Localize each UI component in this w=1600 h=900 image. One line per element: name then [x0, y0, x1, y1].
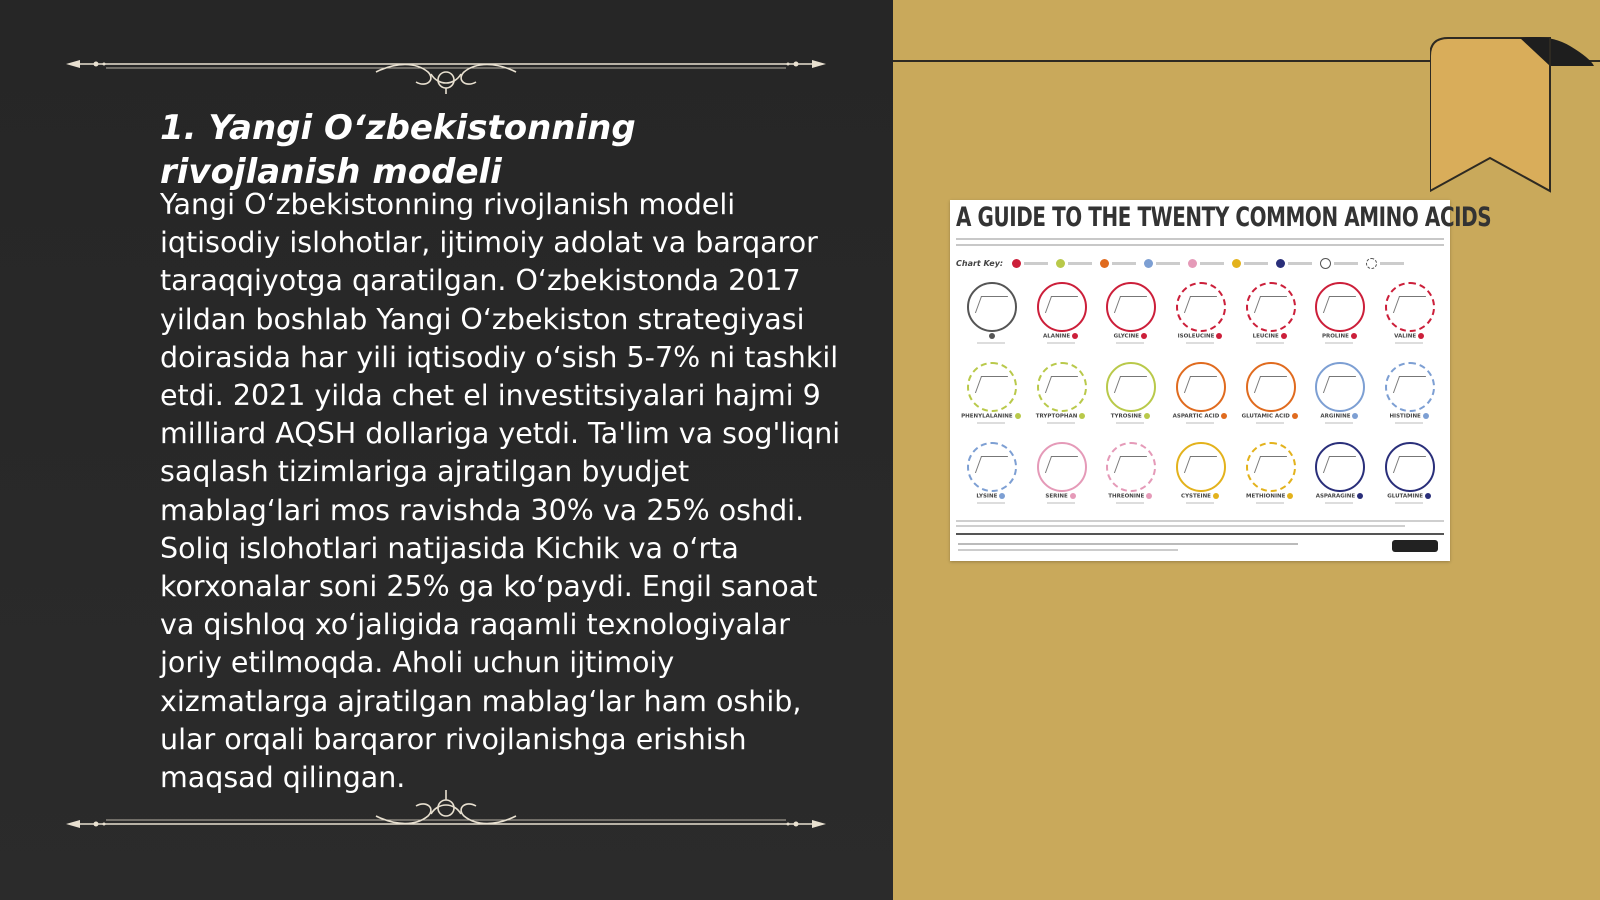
- amino-acid-subtext-line: [1186, 502, 1214, 504]
- chart-key-dot: [1144, 259, 1153, 268]
- amino-acid-name: [1305, 413, 1375, 420]
- molecule-structure-icon: [1044, 296, 1077, 313]
- amino-acid-cell: [1235, 358, 1305, 438]
- amino-acid-subtext-line: [1325, 342, 1353, 344]
- amino-acid-badge: [1281, 333, 1287, 339]
- amino-acid-name: [1305, 493, 1375, 500]
- amino-acid-name-text: THREONINE: [1108, 493, 1145, 500]
- amino-acid-cell: [1305, 438, 1375, 518]
- chart-key-bar: [1068, 262, 1092, 265]
- amino-acid-poster-image: [950, 200, 1492, 561]
- amino-acid-name: [1305, 333, 1375, 340]
- amino-acid-subtext-line: [1395, 342, 1423, 344]
- amino-acid-name: [1026, 413, 1096, 420]
- amino-acid-subtext-line: [1116, 422, 1144, 424]
- amino-acid-name-text: LEUCINE: [1252, 333, 1279, 340]
- amino-acid-subtext-line: [1047, 502, 1075, 504]
- molecule-structure-icon: [1254, 376, 1287, 393]
- chart-key-bar: [1156, 262, 1180, 265]
- amino-acid-name: [1165, 333, 1235, 340]
- chart-key-dot: [1012, 259, 1021, 268]
- amino-acid-badge: [1213, 493, 1219, 499]
- amino-acid-name: [1235, 493, 1305, 500]
- chart-key-bar: [1288, 262, 1312, 265]
- poster-footer: [956, 533, 1444, 559]
- amino-acid-name-text: ASPARTIC ACID: [1172, 413, 1220, 420]
- amino-acid-badge: [1287, 493, 1293, 499]
- amino-acid-name: [1374, 333, 1444, 340]
- amino-acid-name: [1026, 333, 1096, 340]
- amino-acid-name: [956, 493, 1026, 500]
- amino-acid-name: [1095, 493, 1165, 500]
- amino-acid-subtext-line: [977, 502, 1005, 504]
- slide-title: 1. Yangi O‘zbekistonning rivojlanish modeli: [160, 108, 636, 192]
- amino-acid-name: [1026, 493, 1096, 500]
- amino-acid-cell: [1165, 278, 1235, 358]
- amino-acid-subtext-line: [977, 422, 1005, 424]
- amino-acid-name-text: GLUTAMIC ACID: [1241, 413, 1290, 420]
- amino-acid-subtext-line: [1325, 422, 1353, 424]
- poster-chart-key: [956, 258, 1444, 274]
- amino-acid-name: [1165, 493, 1235, 500]
- amino-acid-cell: [1374, 278, 1444, 358]
- amino-acid-subtext-line: [1256, 422, 1284, 424]
- amino-acid-subtext-line: [1186, 422, 1214, 424]
- amino-acid-badge: [999, 493, 1005, 499]
- amino-acid-name-text: ARGININE: [1320, 413, 1351, 420]
- amino-acid-badge: [1292, 413, 1298, 419]
- amino-acid-name-text: ALANINE: [1043, 333, 1071, 340]
- chart-key-dot: [1276, 259, 1285, 268]
- amino-acid-name: [1374, 413, 1444, 420]
- amino-acid-name-text: TRYPTOPHAN: [1035, 413, 1078, 420]
- amino-acid-badge: [1221, 413, 1227, 419]
- amino-acid-cell: [1374, 358, 1444, 438]
- amino-acid-name-text: CYSTEINE: [1181, 493, 1211, 500]
- chart-key-bar: [1112, 262, 1136, 265]
- amino-acid-subtext-line: [1395, 502, 1423, 504]
- amino-acid-badge: [989, 333, 995, 339]
- molecule-structure-icon: [1044, 456, 1077, 473]
- chart-key-label: Chart Key:: [956, 259, 1004, 268]
- amino-acid-name: [956, 413, 1026, 420]
- amino-acid-subtext-line: [1256, 342, 1284, 344]
- amino-acid-cell: [1026, 278, 1096, 358]
- amino-acid-cell: [1095, 438, 1165, 518]
- amino-acid-name-text: GLUTAMINE: [1387, 493, 1424, 500]
- amino-acid-cell: [956, 358, 1026, 438]
- chart-key-dot: [1232, 259, 1241, 268]
- amino-acid-cell: [1305, 358, 1375, 438]
- amino-acid-cell: [1165, 438, 1235, 518]
- amino-acid-cell: [1026, 438, 1096, 518]
- amino-acid-cell: [1095, 278, 1165, 358]
- amino-acid-name: [1374, 493, 1444, 500]
- slide-body-text: Yangi O‘zbekistonning rivojlanish modeli iqtisodiy islohotlar, ijtimoiy adolat va barqaror taraqqiyotga qaratilgan. O‘zbekistonda 2017 yildan boshlab Yangi O‘zbekiston strategiyasi doirasida har yili iqtisodiy o‘sish 5-7% ni tashkil etdi. 2021 yilda chet el investitsiyalari hajmi 9 milliard AQSH dollariga yetdi. Ta'lim va sog'liqni saqlash tizimlariga ajratilgan byudjet mablag‘lari mos ravishda 30% va 25% oshdi. Soliq islohotlari natijasida Kichik va o‘rta korxonalar soni 25% ga ko‘paydi. Engil sanoat va qishloq xo‘jaligida raqamli texnologiyalar joriy etilmoqda. Aholi uchun ijtimoiy xizmatlarga ajratilgan mablag‘lar ham oshib, ular orqali barqaror rivojlanishga erishish maqsad qilingan.: [160, 188, 841, 795]
- amino-acid-subtext-line: [1186, 342, 1214, 344]
- amino-acid-name: [1235, 413, 1305, 420]
- amino-acid-badge: [1423, 413, 1429, 419]
- amino-acid-badge: [1357, 493, 1363, 499]
- amino-acid-subtext-line: [1325, 502, 1353, 504]
- amino-acid-name-text: SERINE: [1045, 493, 1068, 500]
- amino-acid-badge: [1015, 413, 1021, 419]
- amino-acid-cell: [1095, 358, 1165, 438]
- amino-acid-badge: [1425, 493, 1431, 499]
- poster-title: A GUIDE TO THE TWENTY COMMON AMINO ACIDS: [956, 202, 1492, 233]
- chart-key-dot: [1056, 259, 1065, 268]
- amino-acid-badge: [1351, 333, 1357, 339]
- amino-acid-badge: [1216, 333, 1222, 339]
- amino-acid-name-text: PROLINE: [1321, 333, 1349, 340]
- amino-acid-subtext-line: [1047, 422, 1075, 424]
- amino-acid-name: [956, 333, 1026, 340]
- bookmark-ribbon-icon: [1430, 36, 1600, 201]
- amino-acid-name-text: VALINE: [1394, 333, 1417, 340]
- amino-acid-badge: [1352, 413, 1358, 419]
- amino-acid-subtext-line: [1256, 502, 1284, 504]
- amino-acid-cell: [1305, 278, 1375, 358]
- bottom-ornament-icon: [66, 790, 826, 840]
- amino-acid-name: [1235, 333, 1305, 340]
- chart-key-bar: [1380, 262, 1404, 265]
- amino-acid-badge: [1072, 333, 1078, 339]
- amino-acid-cell: [956, 278, 1026, 358]
- amino-acid-subtext-line: [1047, 342, 1075, 344]
- amino-acid-cell: [1235, 438, 1305, 518]
- chart-key-dot: [1100, 259, 1109, 268]
- poster-note-lines: [956, 520, 1444, 530]
- chart-key-bar: [1334, 262, 1358, 265]
- top-ornament-icon: [66, 44, 826, 94]
- amino-acid-cell: [956, 438, 1026, 518]
- amino-acid-name-text: ASPARAGINE: [1315, 493, 1356, 500]
- amino-acid-cell: [1026, 358, 1096, 438]
- chart-key-bar: [1024, 262, 1048, 265]
- molecule-structure-icon: [1044, 376, 1077, 393]
- amino-acid-name-text: TYROSINE: [1110, 413, 1142, 420]
- amino-acid-badge: [1070, 493, 1076, 499]
- amino-acid-name-text: PHENYLALANINE: [961, 413, 1013, 420]
- amino-acid-name-text: METHIONINE: [1246, 493, 1286, 500]
- amino-acid-grid: [956, 278, 1444, 518]
- amino-acid-name: [1095, 333, 1165, 340]
- amino-acid-name-text: GLYCINE: [1113, 333, 1139, 340]
- amino-acid-subtext-line: [1116, 342, 1144, 344]
- poster-intro-lines: [956, 238, 1444, 250]
- amino-acid-badge: [1141, 333, 1147, 339]
- chart-key-bar: [1200, 262, 1224, 265]
- molecule-structure-icon: [1254, 296, 1287, 313]
- amino-acid-name-text: ISOLEUCINE: [1177, 333, 1215, 340]
- chart-key-dot: [1366, 258, 1377, 269]
- amino-acid-cell: [1235, 278, 1305, 358]
- amino-acid-name: [1095, 413, 1165, 420]
- amino-acid-subtext-line: [1116, 502, 1144, 504]
- molecule-structure-icon: [1254, 456, 1287, 473]
- amino-acid-badge: [1079, 413, 1085, 419]
- amino-acid-badge: [1144, 413, 1150, 419]
- amino-acid-badge: [1146, 493, 1152, 499]
- chart-key-dot: [1188, 259, 1197, 268]
- amino-acid-name-text: HISTIDINE: [1389, 413, 1421, 420]
- chart-key-bar: [1244, 262, 1268, 265]
- amino-acid-subtext-line: [1395, 422, 1423, 424]
- amino-acid-subtext-line: [977, 342, 1005, 344]
- amino-acid-name-text: LYSINE: [976, 493, 998, 500]
- amino-acid-cell: [1374, 438, 1444, 518]
- amino-acid-name: [1165, 413, 1235, 420]
- amino-acid-cell: [1165, 358, 1235, 438]
- amino-acid-badge: [1418, 333, 1424, 339]
- creative-commons-icon: [1392, 540, 1438, 552]
- chart-key-dot: [1320, 258, 1331, 269]
